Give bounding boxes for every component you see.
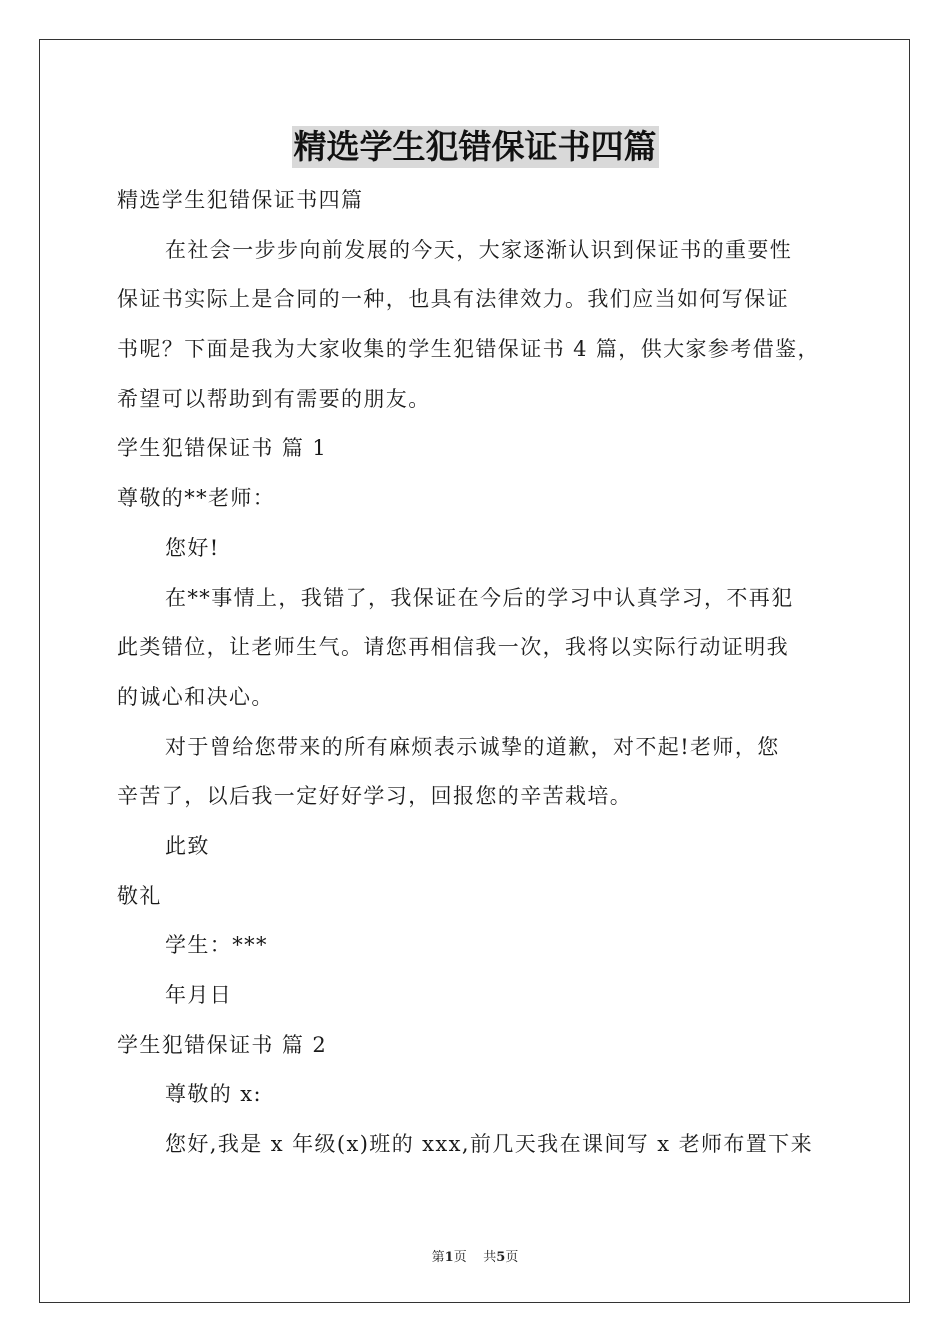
text-line: 的诚心和决心。 — [117, 684, 274, 709]
footer-page-prefix: 第 — [431, 1250, 445, 1265]
document-body — [117, 176, 837, 1170]
text-line: 学生犯错保证书 篇 2 — [117, 1032, 328, 1057]
text-line: 此致 — [165, 833, 210, 858]
footer-total-unit: 页 — [505, 1250, 519, 1265]
text-line: 在社会一步步向前发展的今天，大家逐渐认识到保证书的重要性 — [165, 237, 793, 262]
text-line: 敬礼 — [117, 883, 162, 908]
text-line: 您好! — [165, 535, 220, 560]
footer-page-current: 1 — [444, 1250, 454, 1265]
text-line: 保证书实际上是合同的一种，也具有法律效力。我们应当如何写保证 — [117, 287, 789, 312]
footer-page-unit: 页 — [453, 1250, 467, 1265]
text-line: 尊敬的 x: — [165, 1082, 262, 1107]
text-line: 对于曾给您带来的所有麻烦表示诚挚的道歉，对不起!老师，您 — [165, 734, 780, 759]
text-line: 辛苦了，以后我一定好好学习，回报您的辛苦栽培。 — [117, 784, 633, 809]
text-line: 精选学生犯错保证书四篇 — [117, 188, 364, 212]
text-line: 希望可以帮助到有需要的朋友。 — [117, 386, 431, 411]
text-line: 您好,我是 x 年级(x)班的 xxx,前几天我在课间写 x 老师布置下来 — [165, 1132, 813, 1157]
document-title: 精选学生犯错保证书四篇 — [293, 127, 657, 166]
text-line: 此类错位，让老师生气。请您再相信我一次，我将以实际行动证明我 — [117, 635, 789, 660]
page-footer — [0, 1246, 950, 1265]
text-line: 尊敬的**老师： — [117, 486, 276, 511]
text-line: 在**事情上，我错了，我保证在今后的学习中认真学习，不再犯 — [165, 585, 794, 610]
text-line: 书呢？下面是我为大家收集的学生犯错保证书 4 篇，供大家参考借鉴， — [117, 337, 820, 362]
text-line: 学生犯错保证书 篇 1 — [117, 436, 328, 461]
text-line: 年月日 — [165, 983, 233, 1007]
title-area — [0, 126, 950, 168]
text-line: 学生：*** — [165, 933, 268, 958]
footer-page-total: 5 — [496, 1250, 506, 1265]
footer-total-prefix: 共 — [483, 1250, 497, 1265]
